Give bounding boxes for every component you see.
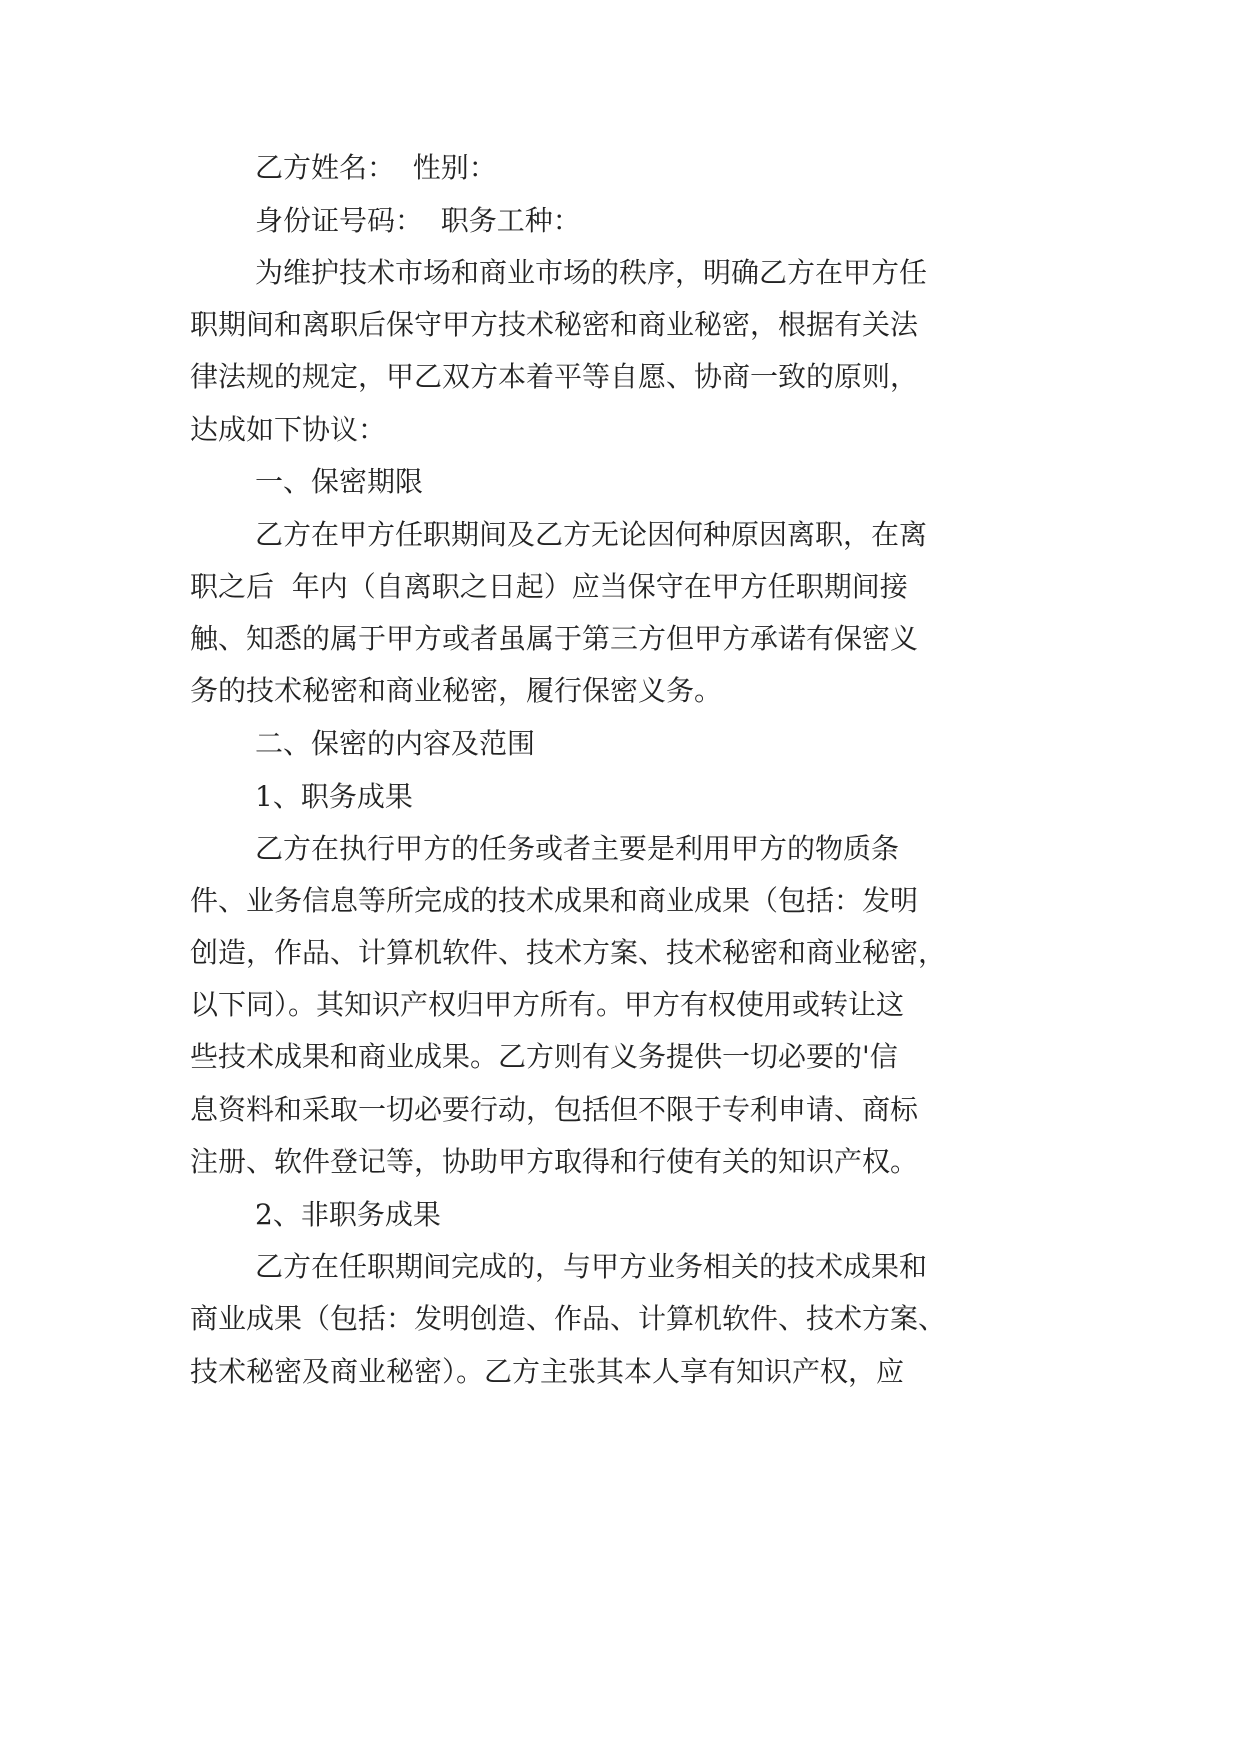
subsection-heading: 1、职务成果 (255, 780, 413, 813)
text-line: 律法规的规定，甲乙双方本着平等自愿、协商一致的原则， (190, 360, 919, 393)
text-line: 职之后 年内（自离职之日起）应当保守在甲方任职期间接 (190, 570, 908, 603)
text-line: 职期间和离职后保守甲方技术秘密和商业秘密，根据有关法 (190, 308, 919, 341)
text-line: 务的技术秘密和商业秘密，履行保密义务。 (190, 674, 723, 707)
text-line: 乙方在执行甲方的任务或者主要是利用甲方的物质条 (255, 832, 900, 865)
text-line: 触、知悉的属于甲方或者虽属于第三方但甲方承诺有保密义 (190, 622, 919, 655)
text-line: 创造，作品、计算机软件、技术方案、技术秘密和商业秘密， (190, 936, 947, 969)
text-line: 息资料和采取一切必要行动，包括但不限于专利申请、商标 (190, 1093, 919, 1126)
text-line: 商业成果（包括：发明创造、作品、计算机软件、技术方案、 (190, 1302, 947, 1335)
text-line: 乙方姓名： 性别： (255, 151, 497, 184)
text-line: 乙方在甲方任职期间及乙方无论因何种原因离职，在离 (255, 518, 928, 551)
section-heading: 二、保密的内容及范围 (255, 727, 536, 760)
section-heading: 一、保密期限 (255, 465, 424, 498)
subsection-heading: 2、非职务成果 (255, 1198, 441, 1231)
text-line: 些技术成果和商业成果。乙方则有义务提供一切必要的'信 (190, 1040, 898, 1073)
text-line: 注册、软件登记等，协助甲方取得和行使有关的知识产权。 (190, 1145, 919, 1178)
text-line: 件、业务信息等所完成的技术成果和商业成果（包括：发明 (190, 884, 919, 917)
text-line: 技术秘密及商业秘密）。乙方主张其本人享有知识产权，应 (190, 1355, 905, 1388)
text-line: 达成如下协议： (190, 413, 387, 446)
text-line: 身份证号码： 职务工种： (255, 204, 581, 237)
text-line: 以下同）。其知识产权归甲方所有。甲方有权使用或转让这 (190, 988, 905, 1021)
text-line: 为维护技术市场和商业市场的秩序，明确乙方在甲方任 (255, 256, 928, 289)
text-line: 乙方在任职期间完成的，与甲方业务相关的技术成果和 (255, 1250, 928, 1283)
